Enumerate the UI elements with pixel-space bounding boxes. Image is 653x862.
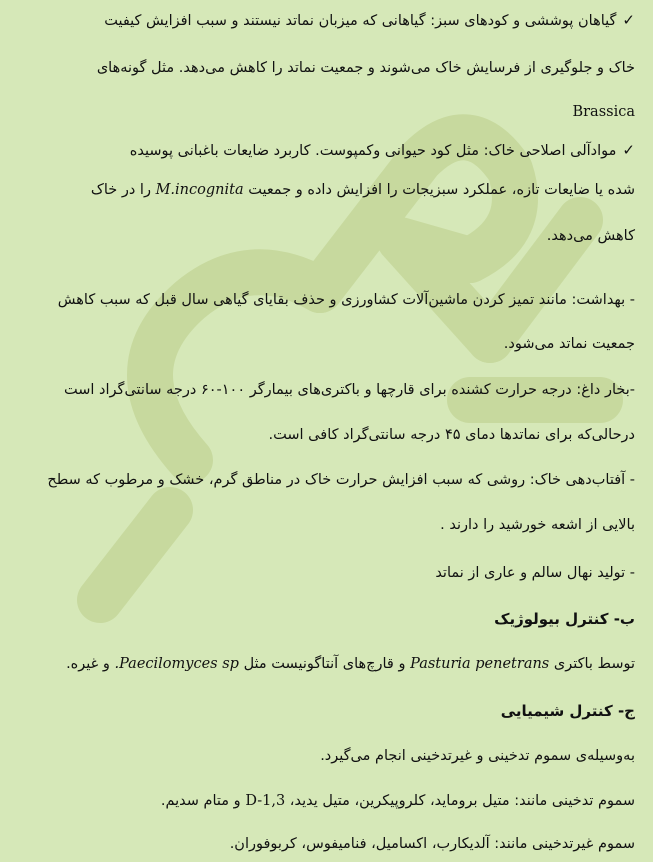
chemical-control-heading: ج- کنترل شیمیایی — [500, 702, 635, 720]
biological-control-line: توسط باکتری Pasturia penetrans و قارچ‌های آنتاگونیست مثل Paecilomyces sp. و غیره. — [66, 656, 635, 672]
organic-amendments-line-1: ✓موادآلی اصلاحی خاک: مثل کود حیوانی وکمپوست. کاربرد ضایعات باغبانی پوسیده — [129, 141, 635, 159]
biological-control-heading: ب- کنترل بیولوژیک — [494, 610, 635, 628]
cover-crops-line-2: خاک و جلوگیری از فرسایش خاک می‌شوند و جمعیت نماتد را کاهش می‌دهد. مثل گونه‌های — [96, 60, 635, 76]
steam-line-2: درحالی‌که برای نماتدها دمای ۴۵ درجه سانتی‌گراد کافی است. — [268, 427, 635, 443]
checkmark-icon: ✓ — [622, 141, 635, 159]
non-fumigants-line: سموم غیرتدخینی مانند: آلدیکارب، اکسامیل، فنامیفوس، کربوفوران. — [229, 836, 635, 852]
icrl-watermark — [40, 40, 640, 700]
sanitation-line-2: جمعیت نماتد می‌شود. — [503, 336, 635, 352]
organic-amendments-line-2: شده یا ضایعات تازه، عملکرد سبزیجات را افزایش داده و جمعیت M.incognita را در خاک — [90, 182, 635, 198]
healthy-seedlings-line: - تولید نهال سالم و عاری از نماتد — [435, 565, 635, 581]
brassica-line: Brassica — [572, 104, 635, 120]
fumigants-line: سموم تدخینی مانند: متیل بروماید، کلروپیکرین، متیل یدید، D-1,3 و متام سدیم. — [160, 793, 635, 809]
steam-line-1: -بخار داغ: درجه حرارت کشنده برای قارچها و باکتری‌های بیمارگر ۱۰۰-۶۰ درجه سانتی‌گراد است — [64, 382, 635, 398]
sanitation-line-1: - بهداشت: مانند تمیز کردن ماشین‌آلات کشاورزی و حذف بقایای گیاهی سال قبل که سبب کاهش — [57, 292, 635, 308]
checkmark-icon: ✓ — [622, 11, 635, 29]
solarization-line-1: - آفتاب‌دهی خاک: روشی که سبب افزایش حرارت خاک در مناطق گرم، خشک و مرطوب که سطح — [47, 472, 635, 488]
cover-crops-line-1: ✓گیاهان پوششی و کودهای سبز: گیاهانی که میزبان نماتد نیستند و سبب افزایش کیفیت — [104, 11, 635, 29]
solarization-line-2: بالایی از اشعه خورشید را دارند . — [440, 517, 635, 533]
organic-amendments-line-3: کاهش می‌دهد. — [546, 228, 635, 244]
chemical-control-intro: به‌وسیله‌ی سموم تدخینی و غیرتدخینی انجام می‌گیرد. — [320, 748, 635, 764]
